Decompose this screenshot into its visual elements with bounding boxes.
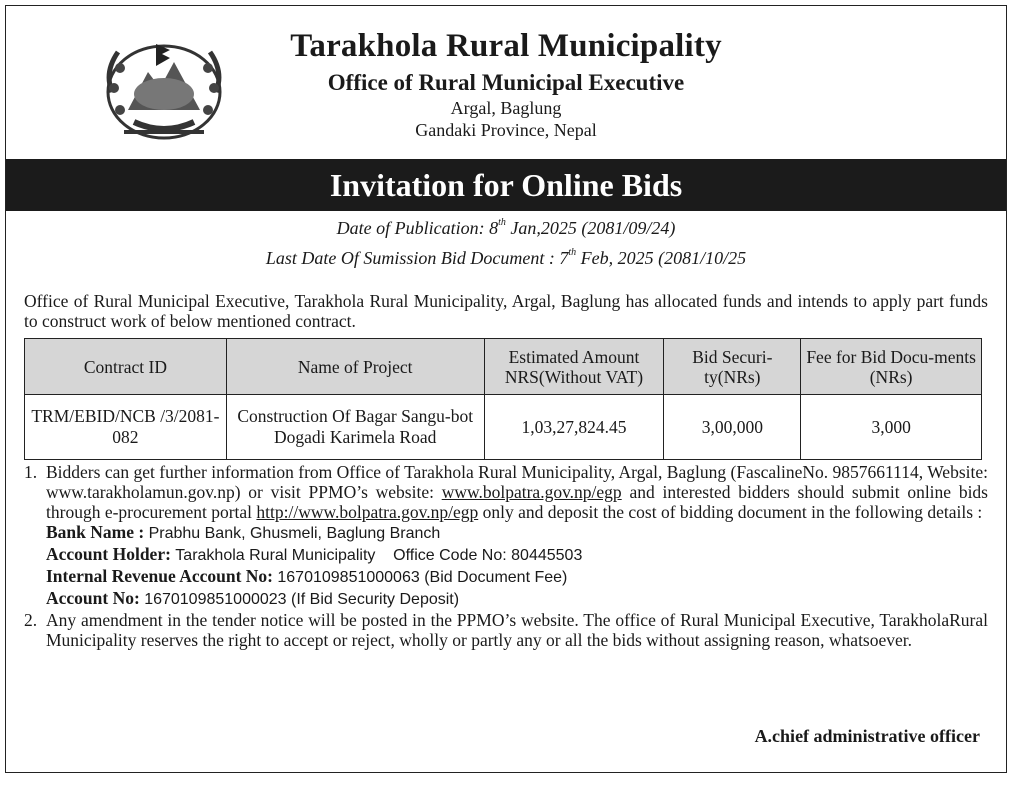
ppmo-link[interactable]: www.bolpatra.gov.np/egp (441, 482, 622, 502)
table-row (25, 395, 982, 460)
header-document-fee: Fee for Bid Docu-ments (NRs) (801, 339, 982, 395)
note-1-number: 1. (24, 462, 38, 482)
nepal-government-emblem-icon (98, 32, 230, 144)
submission-deadline: Last Date Of Sumission Bid Document : 7th Feb, 2025 (2081/10/25 (265, 247, 747, 268)
table-header-row (25, 339, 982, 395)
notice-header (6, 6, 1006, 159)
egp-portal-link[interactable]: http://www.bolpatra.gov.np/egp (256, 502, 479, 522)
title-banner: Invitation for Online Bids (6, 159, 1006, 211)
intro-paragraph: Office of Rural Municipal Executive, Tarakhola Rural Municipality, Argal, Baglung has allocated funds and intends to apply part funds to construct work of below mentioned contract. (24, 291, 988, 331)
municipality-name: Tarakhola Rural Municipality (290, 28, 722, 64)
internal-revenue-line: Internal Revenue Account No: 1670109851000063 (Bid Document Fee) (46, 566, 568, 586)
note-1: 1. Bidders can get further information from Office of Tarakhola Rural Municipality, Argal, Baglung (FascalineNo. 9857661114, Website: www.tarakholamun.gov.np) or visit PPMO’s website: www.bolpatra.gov.np/egp and interested bidders should submit online bids through e-procurement portal http://www.bolpatra.gov.np/egp only and deposit the cost of bidding document in the following details : Bank Name : Prabhu Bank, Ghusmeli, Baglung Branch Account Holder: Tarakhola Rural Municipality Office Code No: 80445503 Internal Revenue Account No: 1670109851000063 (Bid Document Fee) Account No: 1670109851000023 (If Bid Security Deposit) (24, 462, 988, 608)
note-2-number: 2. (24, 610, 38, 630)
address-line-1: Argal, Baglung (450, 98, 562, 118)
cell-bid-security: 3,00,000 (664, 395, 801, 460)
contract-table (24, 338, 982, 460)
office-name: Office of Rural Municipal Executive (327, 70, 685, 95)
bank-details (46, 522, 988, 610)
header-contract-id: Contract ID (25, 339, 227, 395)
header-estimated-amount: Estimated Amount NRS(Without VAT) (484, 339, 664, 395)
notes-section (24, 462, 988, 650)
cell-project-name: Construction Of Bagar Sangu-bot Dogadi Karimela Road (226, 395, 484, 460)
account-holder-line: Account Holder: Tarakhola Rural Municipality Office Code No: 80445503 (46, 544, 583, 564)
cell-contract-id: TRM/EBID/NCB /3/2081-082 (25, 395, 227, 460)
publication-date: Date of Publication: 8th Jan,2025 (2081/09/24) (336, 217, 676, 238)
cell-estimated-amount: 1,03,27,824.45 (484, 395, 664, 460)
signature: A.chief administrative officer (754, 726, 980, 746)
bank-name-line: Bank Name : Prabhu Bank, Ghusmeli, Baglung Branch (46, 522, 441, 542)
notice-frame (5, 5, 1007, 773)
header-project-name: Name of Project (226, 339, 484, 395)
account-no-line: Account No: 1670109851000023 (If Bid Security Deposit) (46, 588, 460, 608)
address-line-2: Gandaki Province, Nepal (415, 120, 597, 140)
note-2: 2. Any amendment in the tender notice will be posted in the PPMO’s website. The office of Rural Municipal Executive, TarakholaRural Municipality reserves the right to accept or reject, wholly or partly any or all the bids without assigning reason, whatsoever. (24, 610, 988, 650)
cell-document-fee: 3,000 (801, 395, 982, 460)
header-bid-security: Bid Securi-ty(NRs) (664, 339, 801, 395)
